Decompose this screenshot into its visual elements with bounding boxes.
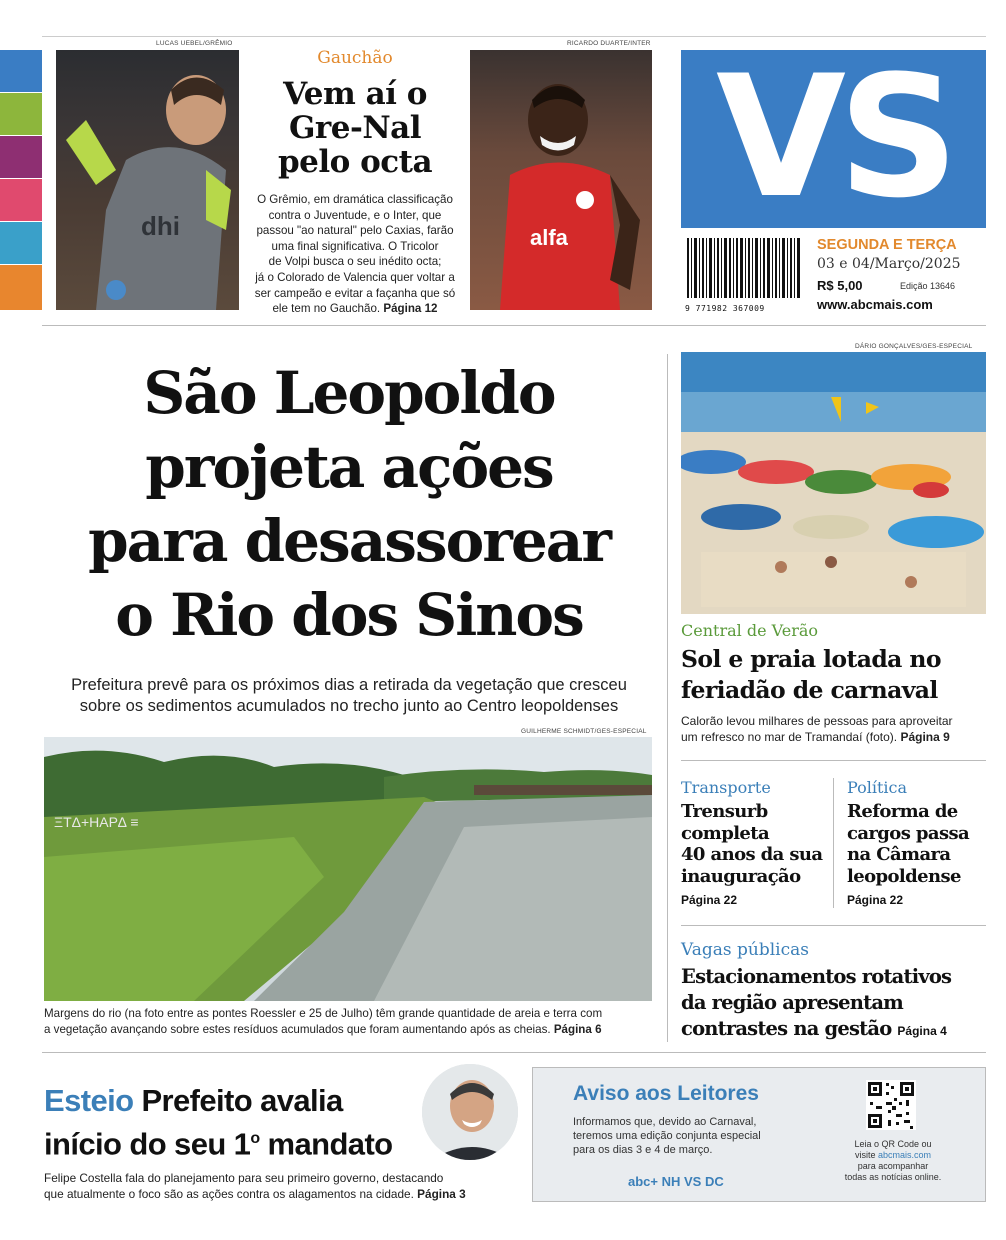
main-caption-line: Margens do rio (na foto entre as pontes Roessler e 25 de Julho) têm grande quantidade de areia e terra com [44, 1007, 603, 1020]
politica-headline-line: Reforma de [847, 801, 958, 822]
main-page-ref[interactable]: Página 6 [553, 1023, 602, 1036]
barcode [685, 238, 805, 313]
gauchao-headline-line: pelo octa [277, 144, 433, 180]
gauchao-kicker: Gauchão [317, 48, 393, 68]
verao-body-line: um refresco no mar de Tramandaí (foto). [681, 730, 898, 744]
esteio-kicker: Esteio [44, 1083, 134, 1118]
masthead-site[interactable]: www.abcmais.com [817, 297, 933, 312]
esteio-page-ref[interactable]: Página 3 [417, 1187, 466, 1201]
qr-code-icon[interactable] [866, 1080, 916, 1130]
color-swatch-purple [0, 136, 42, 178]
gauchao-body-line: O Grêmio, em dramática classificação [257, 193, 453, 206]
aviso-box [532, 1067, 986, 1202]
main-headline[interactable] [44, 356, 654, 652]
transporte-headline-line: 40 anos da sua [681, 844, 823, 865]
column-rule [667, 354, 668, 1042]
gauchao-body-line: contra o Juventude, e o Inter, que [268, 208, 442, 222]
verao-headline-line: feriadão de carnaval [681, 676, 938, 704]
gauchao-body [245, 192, 465, 317]
main-caption-line: a vegetação avançando sobre estes resíduos acumulados que foram aumentando após as cheias. [44, 1023, 551, 1036]
main-headline-line: São Leopoldo [143, 359, 555, 427]
masthead-days: SEGUNDA E TERÇA [817, 237, 957, 253]
gauchao-headline-line: Gre-Nal [288, 110, 422, 146]
color-swatch-orange [0, 265, 42, 310]
gauchao-body-line: passou "ao natural" pelo Caxias, farão [256, 224, 454, 238]
verao-page-ref[interactable]: Página 9 [900, 730, 950, 744]
esteio-body [44, 1170, 524, 1202]
gauchao-body-line: ele tem no Gauchão. [272, 302, 381, 316]
gauchao-page-ref[interactable]: Página 12 [383, 302, 438, 316]
column-rule [833, 778, 834, 908]
vagas-headline-line: contrastes na gestão [681, 1017, 892, 1040]
qr-caption-line: Leia o QR Code ou [854, 1139, 932, 1149]
verao-headline-line: Sol e praia lotada no [681, 645, 941, 673]
esteio-portrait[interactable] [422, 1064, 518, 1160]
verao-body [681, 713, 986, 745]
transporte-page-ref[interactable]: Página 22 [681, 893, 738, 907]
gauchao-body-line: já o Colorado de Valencia quer voltar a [255, 270, 455, 284]
section-rule [681, 760, 986, 761]
section-rule [681, 925, 986, 926]
section-rule [42, 325, 986, 326]
aviso-title: Aviso aos Leitores [573, 1082, 759, 1105]
color-swatch-cyan [0, 222, 42, 264]
gauchao-body-line: de Volpi busca o seu inédito octa; [268, 255, 442, 269]
esteio-superscript: o [250, 1130, 260, 1147]
vagas-kicker: Vagas públicas [681, 940, 809, 960]
politica-kicker: Política [847, 778, 908, 797]
aviso-body [573, 1115, 823, 1157]
main-sub-line: Prefeitura prevê para os próximos dias a retirada da vegetação que cresceu [71, 676, 627, 694]
esteio-headline[interactable] [44, 1082, 434, 1163]
main-caption [44, 1006, 656, 1038]
qr-caption [823, 1139, 963, 1183]
vagas-page-ref[interactable]: Página 4 [897, 1024, 947, 1038]
top-rule [42, 36, 986, 37]
color-swatch-blue [0, 50, 42, 92]
vs-logo-box[interactable] [681, 39, 986, 235]
photo-inter-player[interactable] [470, 50, 652, 310]
politica-headline-line: leopoldense [847, 865, 961, 887]
vagas-headline-line: da região apresentam [681, 991, 903, 1014]
transporte-kicker: Transporte [681, 778, 771, 797]
politica-headline[interactable] [847, 801, 987, 887]
photo-beach-tramandai[interactable] [681, 352, 986, 614]
photo-gremio-goalkeeper[interactable] [56, 50, 239, 310]
qr-caption-line: para acompanhar [857, 1161, 929, 1171]
photo-rio-dos-sinos[interactable] [44, 737, 652, 1001]
svg-text:ΞTΔ+HAP∆ ≡: ΞTΔ+HAP∆ ≡ [54, 814, 139, 830]
color-swatch-green [0, 93, 42, 135]
esteio-headline-line: mandato [259, 1126, 393, 1162]
svg-text:alfa: alfa [530, 225, 568, 250]
esteio-headline-line: Prefeito avalia [141, 1083, 343, 1118]
gauchao-headline-line: Vem aí o [283, 76, 427, 112]
vagas-headline-line: Estacionamentos rotativos [681, 965, 952, 988]
photo-credit-river: GUILHERME SCHMIDT/GES-ESPECIAL [521, 728, 647, 735]
masthead-edition: Edição 13646 [900, 281, 956, 291]
photo-credit-inter: RICARDO DUARTE/INTER [567, 40, 651, 47]
aviso-body-line: Informamos que, devido ao Carnaval, [573, 1116, 757, 1128]
qr-caption-line: visite [854, 1150, 878, 1160]
gauchao-body-line: uma final significativa. O Tricolor [271, 239, 439, 253]
aviso-brands: abc+ NH VS DC [628, 1174, 724, 1189]
svg-text:dhi: dhi [141, 211, 180, 241]
esteio-headline-line: início do seu 1 [44, 1126, 251, 1162]
photo-credit-beach: DÁRIO GONÇALVES/GES-ESPECIAL [855, 343, 973, 350]
main-sub-line: sobre os sedimentos acumulados no trecho junto ao Centro leopoldenses [79, 697, 619, 715]
color-swatch-pink [0, 179, 42, 221]
verao-headline[interactable] [681, 644, 991, 706]
vs-logo: VS [715, 39, 951, 235]
barcode-number: 9 771982 367009 [685, 304, 765, 313]
transporte-headline[interactable] [681, 801, 831, 887]
main-headline-line: projeta ações [145, 433, 553, 501]
esteio-body-line: que atualmente o foco são as ações contra os alagamentos na cidade. [44, 1187, 414, 1201]
transporte-headline-line: completa [681, 822, 770, 844]
qr-link[interactable]: abcmais.com [878, 1150, 932, 1160]
transporte-headline-line: Trensurb [681, 801, 768, 822]
aviso-body-line: para os dias 3 e 4 de março. [573, 1144, 713, 1156]
gauchao-body-line: ser campeão e evitar a façanha que só [254, 286, 456, 300]
gauchao-headline[interactable] [245, 77, 465, 179]
esteio-body-line: Felipe Costella fala do planejamento para seu primeiro governo, destacando [44, 1171, 444, 1185]
politica-headline-line: cargos passa [847, 822, 970, 844]
politica-page-ref[interactable]: Página 22 [847, 893, 904, 907]
photo-credit-gremio: LUCAS UEBEL/GRÊMIO [156, 40, 233, 47]
politica-headline-line: na Câmara [847, 844, 951, 865]
main-headline-line: o Rio dos Sinos [115, 581, 583, 649]
verao-body-line: Calorão levou milhares de pessoas para aproveitar [681, 714, 953, 728]
vagas-headline[interactable] [681, 964, 991, 1044]
transporte-headline-line: inauguração [681, 865, 801, 887]
masthead-date: 03 e 04/Março/2025 [817, 256, 961, 272]
main-subheadline [42, 675, 656, 717]
qr-caption-line: todas as notícias online. [844, 1172, 942, 1182]
verao-kicker: Central de Verão [681, 621, 819, 640]
main-headline-line: para desassorear [88, 507, 610, 575]
aviso-body-line: teremos uma edição conjunta especial [573, 1130, 761, 1142]
masthead-price: R$ 5,00 [817, 278, 863, 293]
section-rule [42, 1052, 986, 1053]
